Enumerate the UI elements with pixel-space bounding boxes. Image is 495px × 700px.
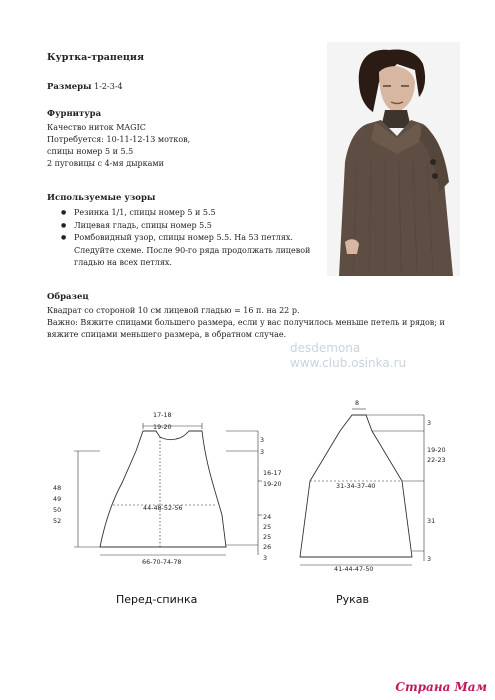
pattern-item: ● Резинка 1/1, спицы номер 5 и 5.5 <box>58 207 310 220</box>
body-dim-r3: 16-17 <box>263 469 282 477</box>
schematic <box>0 395 495 620</box>
pattern-item-cont: гладью на всех петлях. <box>74 258 172 267</box>
body-height-4: 52 <box>53 517 62 525</box>
body-height-3: 50 <box>53 506 62 514</box>
materials-heading: Фурнитура <box>47 109 102 119</box>
watermark-line: www.club.osinka.ru <box>290 356 407 370</box>
sizes-value: 1-2-3-4 <box>94 82 123 91</box>
gauge-heading: Образец <box>47 292 89 302</box>
materials-line: Качество ниток MAGIC <box>47 123 146 132</box>
sizes-line <box>47 81 123 93</box>
body-bottom-width: 66-70-74-78 <box>142 558 182 566</box>
sleeve-dim-r5: 3 <box>427 555 432 563</box>
pattern-item: ● Ромбовидный узор, спицы номер 5.5. На 53 петлях. <box>58 232 310 245</box>
body-height-1: 48 <box>53 484 62 492</box>
body-neck-bottom: 19-20 <box>153 423 172 431</box>
body-dim-r7: 25 <box>263 533 272 541</box>
body-dim-r1: 3 <box>260 436 265 444</box>
gauge-line: Квадрат со стороной 10 см лицевой гладью = 16 п. на 22 р. <box>47 306 300 315</box>
body-neck-top: 17-18 <box>153 411 172 419</box>
sleeve-dim-r1: 3 <box>427 419 432 427</box>
sleeve-caption: Рукав <box>336 593 370 606</box>
body-dim-r8: 26 <box>263 543 272 551</box>
body-dim-r9: 3 <box>263 554 268 562</box>
sleeve-bottom-width: 41-44-47-50 <box>334 565 374 573</box>
sleeve-dim-r3: 22-23 <box>427 456 446 464</box>
site-logo: Страна Мам <box>395 680 487 694</box>
body-mid-width: 44-48-52-56 <box>143 504 183 512</box>
page-title: Куртка-трапеция <box>47 52 144 63</box>
body-dim-r2: 3 <box>260 448 265 456</box>
patterns-heading: Используемые узоры <box>47 193 156 203</box>
body-outline <box>100 431 226 547</box>
materials-list <box>47 122 190 170</box>
body-dim-r5: 24 <box>263 513 272 521</box>
patterns-list <box>58 207 310 270</box>
sleeve-top-width: 8 <box>355 399 360 407</box>
gauge-line: вяжите спицами меньшего размера, в обратном случае. <box>47 330 287 339</box>
sleeve-dim-r2: 19-20 <box>427 446 446 454</box>
materials-line: Потребуется: 10-11-12-13 мотков, <box>47 135 191 144</box>
model-photo <box>327 42 460 276</box>
materials-line: 2 пуговицы с 4-мя дырками <box>47 159 164 168</box>
gauge-line: Важно: Вяжите спицами большего размера, если у вас получилось меньше петель и рядов; и <box>47 318 445 327</box>
pattern-item: ● Лицевая гладь, спицы номер 5.5 <box>58 220 310 233</box>
body-caption: Перед-спинка <box>116 593 198 606</box>
sleeve-mid-width: 31-34-37-40 <box>336 482 376 490</box>
body-diagram <box>74 423 265 555</box>
watermark <box>290 341 406 371</box>
body-height-2: 49 <box>53 495 62 503</box>
sizes-label: Размеры <box>47 82 92 92</box>
sleeve-dim-r4: 31 <box>427 517 436 525</box>
body-dim-r4: 19-20 <box>263 480 282 488</box>
watermark-line: desdemona <box>290 341 361 355</box>
materials-line: спицы номер 5 и 5.5 <box>47 147 134 156</box>
pattern-item-cont: Следуйте схеме. После 90-го ряда продолжать лицевой <box>74 245 311 255</box>
gauge-text <box>47 305 445 341</box>
body-dim-r6: 25 <box>263 523 272 531</box>
